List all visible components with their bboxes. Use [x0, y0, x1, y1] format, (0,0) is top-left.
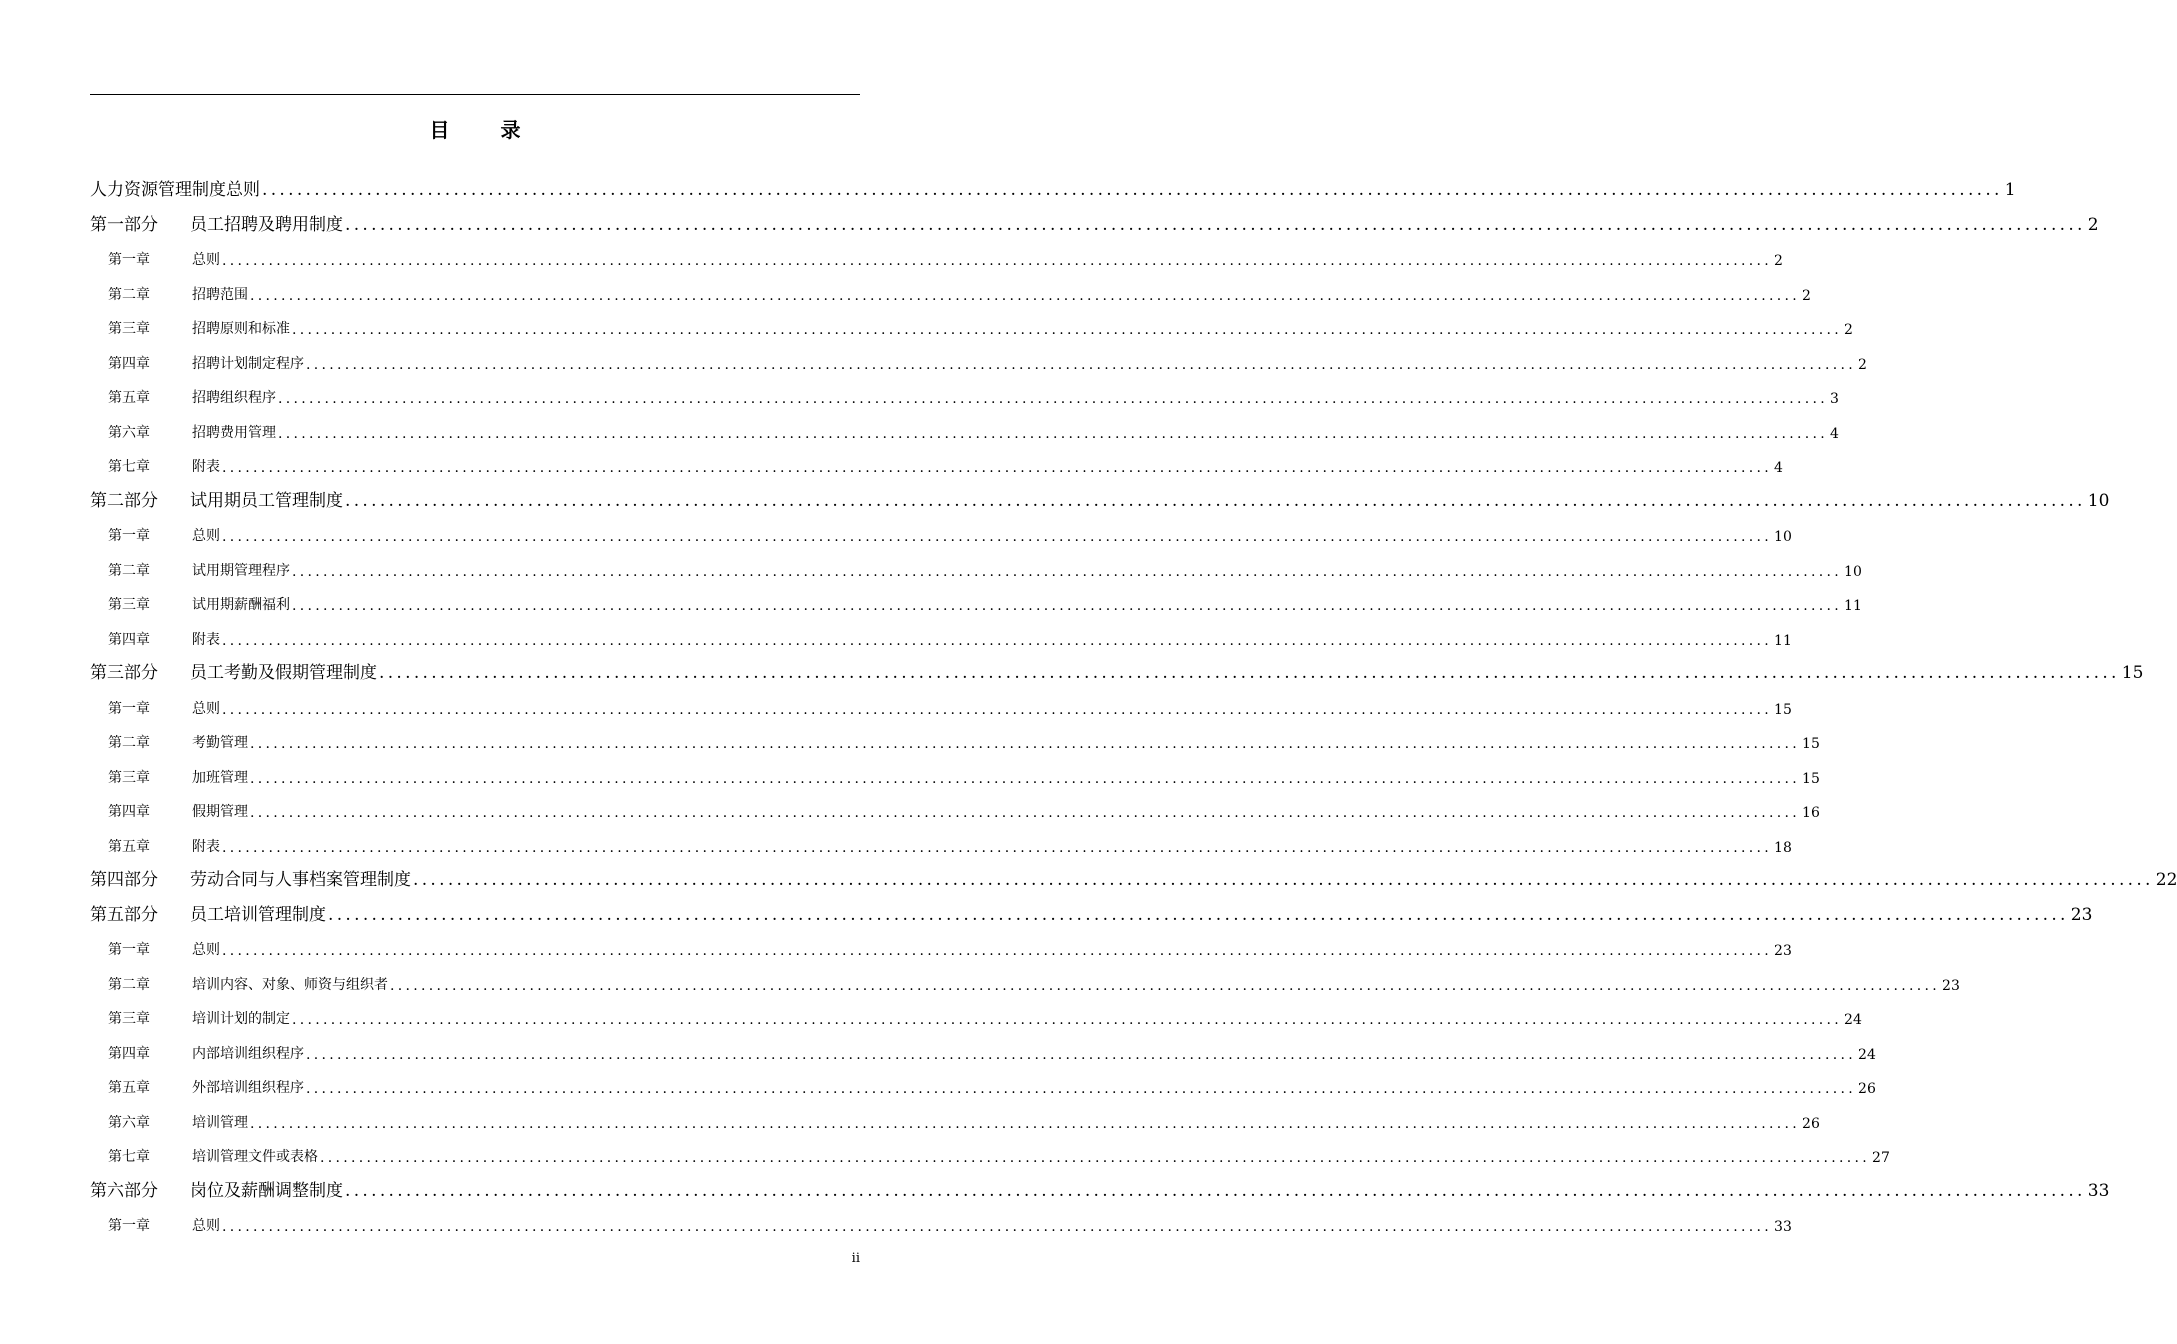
- toc-part-entry[interactable]: [90, 1171, 2110, 1201]
- toc-entry-title: 总则: [192, 1218, 220, 1234]
- toc-entry-page: 3: [1830, 391, 1839, 407]
- toc-entry-title: 附表: [192, 459, 220, 475]
- toc-entry-page: 33: [2087, 1180, 2110, 1201]
- toc-entry-page: 2: [2087, 214, 2099, 235]
- toc-entry-page: 16: [1802, 805, 1820, 821]
- toc-chapter-entry[interactable]: [90, 929, 1792, 959]
- toc-entry-title: 附表: [192, 631, 220, 648]
- toc-entry-title: 招聘范围: [192, 286, 248, 303]
- toc-entry-title: 试用期薪酬福利: [192, 597, 290, 613]
- toc-entry-label: 第四章: [108, 355, 150, 372]
- toc-entry-label: 第三章: [108, 597, 150, 613]
- page-number: ii: [851, 1251, 860, 1266]
- toc-chapter-entry[interactable]: [90, 343, 1867, 373]
- toc-entry-title: 试用期员工管理制度: [190, 490, 343, 511]
- toc-entry-label: 第一章: [108, 252, 150, 268]
- toc-entry-page: 24: [1844, 1012, 1862, 1028]
- toc-part-entry[interactable]: [90, 653, 2144, 683]
- toc-entry-title: 外部培训组织程序: [192, 1080, 304, 1096]
- toc-entry-title: 总则: [192, 700, 220, 717]
- toc-part-entry[interactable]: [90, 205, 2099, 235]
- toc-entry-label: 第一章: [108, 942, 150, 958]
- toc-chapter-entry[interactable]: [90, 1205, 1792, 1235]
- dot-leader: ........................................................................................................................................................................................................: [250, 805, 1801, 821]
- toc-entry-label: 第三章: [108, 769, 150, 786]
- toc-entry-title: 员工培训管理制度: [190, 904, 326, 925]
- dot-leader: ........................................................................................................................................................................................................: [345, 490, 2086, 511]
- dot-leader: ........................................................................................................................................................................................................: [292, 563, 1843, 580]
- dot-leader: ........................................................................................................................................................................................................: [328, 904, 2069, 925]
- toc-entry-page: 1: [2004, 180, 2016, 200]
- dot-leader: ........................................................................................................................................................................................................: [306, 1046, 1857, 1063]
- dot-leader: ........................................................................................................................................................................................................: [222, 701, 1773, 718]
- toc-entry-label: 第五章: [108, 1080, 150, 1096]
- toc-entry-page: 33: [1774, 1219, 1792, 1235]
- toc-entry-label: 第五章: [108, 390, 150, 406]
- toc-entry-page: 15: [1802, 736, 1820, 752]
- toc-entry-page: 10: [1774, 529, 1792, 545]
- toc-entry-title: 岗位及薪酬调整制度: [190, 1180, 343, 1201]
- toc-entry-label: 第六章: [108, 1114, 150, 1131]
- dot-leader: ........................................................................................................................................................................................................: [390, 977, 1941, 994]
- dot-leader: ........................................................................................................................................................................................................: [250, 770, 1801, 787]
- toc-entry-label: 第一章: [108, 1218, 150, 1234]
- toc-entry-label: 第二章: [108, 286, 150, 303]
- toc-entry-page: 11: [1774, 632, 1792, 649]
- toc-entry-title: 总则: [192, 528, 220, 544]
- toc-entry-page: 2: [1858, 356, 1867, 373]
- toc-entry-title: 培训管理文件或表格: [192, 1149, 318, 1165]
- toc-entry-label: 第六部分: [90, 1180, 158, 1201]
- toc-chapter-entry[interactable]: [90, 1102, 1820, 1132]
- toc-entry-title: 招聘计划制定程序: [192, 355, 304, 372]
- dot-leader: ........................................................................................................................................................................................................: [379, 663, 2120, 683]
- dot-leader: ........................................................................................................................................................................................................: [222, 839, 1773, 856]
- toc-chapter-entry[interactable]: [90, 239, 1783, 269]
- toc-chapter-entry[interactable]: [90, 688, 1792, 718]
- toc-chapter-entry[interactable]: [90, 1033, 1876, 1063]
- toc-entry-label: 第二章: [108, 562, 150, 579]
- dot-leader: ........................................................................................................................................................................................................: [222, 1219, 1773, 1235]
- toc-chapter-entry[interactable]: [90, 826, 1792, 856]
- toc-entry-label: 第七章: [108, 1149, 150, 1165]
- toc-entry-label: 第四章: [108, 631, 150, 648]
- dot-leader: ........................................................................................................................................................................................................: [250, 287, 1801, 304]
- toc-entry-page: 18: [1774, 839, 1792, 856]
- toc-entry-page: 15: [1774, 701, 1792, 718]
- toc-entry-label: 第五章: [108, 838, 150, 855]
- toc-entry-page: 23: [1942, 977, 1960, 994]
- dot-leader: ........................................................................................................................................................................................................: [278, 391, 1829, 407]
- toc-entry-label: 第五部分: [90, 904, 158, 925]
- toc-chapter-entry[interactable]: [90, 619, 1792, 649]
- toc-entry-label: 第一章: [108, 528, 150, 544]
- toc-entry-label: 第二章: [108, 976, 150, 993]
- toc-chapter-entry[interactable]: [90, 515, 1792, 545]
- toc-entry-label: 第一部分: [90, 214, 158, 235]
- toc-entry-page: 2: [1844, 322, 1853, 338]
- toc-entry-page: 10: [1844, 563, 1862, 580]
- toc-entry-title: 培训内容、对象、师资与组织者: [192, 976, 388, 993]
- dot-leader: ........................................................................................................................................................................................................: [413, 870, 2154, 890]
- dot-leader: ........................................................................................................................................................................................................: [222, 943, 1773, 959]
- toc-chapter-entry[interactable]: [90, 791, 1820, 821]
- dot-leader: ........................................................................................................................................................................................................: [222, 253, 1773, 269]
- dot-leader: ........................................................................................................................................................................................................: [222, 529, 1773, 545]
- toc-entry-page: 15: [2121, 663, 2144, 683]
- toc-entry-label: 第三章: [108, 321, 150, 337]
- toc-chapter-entry[interactable]: [90, 550, 1862, 580]
- toc-chapter-entry[interactable]: [90, 1067, 1876, 1097]
- toc-chapter-entry[interactable]: [90, 1136, 1890, 1166]
- dot-leader: ........................................................................................................................................................................................................: [222, 632, 1773, 649]
- toc-entry-label: 第三章: [108, 1011, 150, 1027]
- dot-leader: ........................................................................................................................................................................................................: [222, 460, 1773, 476]
- toc-entry-title: 劳动合同与人事档案管理制度: [190, 870, 411, 890]
- toc-entry-title: 培训计划的制定: [192, 1011, 290, 1027]
- toc-entry-label: 第七章: [108, 459, 150, 475]
- toc-entry-title: 假期管理: [192, 804, 248, 820]
- toc-entry-label: 第四部分: [90, 870, 158, 890]
- dot-leader: ........................................................................................................................................................................................................: [345, 1180, 2086, 1201]
- toc-entry-title: 员工招聘及聘用制度: [190, 214, 343, 235]
- dot-leader: ........................................................................................................................................................................................................: [306, 356, 1857, 373]
- toc-title: 目 录: [429, 118, 543, 142]
- dot-leader: ........................................................................................................................................................................................................: [345, 214, 2086, 235]
- toc-entry-page: 23: [2070, 904, 2093, 925]
- toc-entry-page: 2: [1802, 287, 1811, 304]
- toc-entry-page: 4: [1830, 425, 1839, 442]
- toc-entry-title: 总则: [192, 252, 220, 268]
- toc-entry-page: 4: [1774, 460, 1783, 476]
- toc-chapter-entry[interactable]: [90, 584, 1862, 614]
- toc-entry-title: 考勤管理: [192, 735, 248, 751]
- toc-part-entry[interactable]: [90, 860, 2177, 890]
- toc-entry-label: 第二部分: [90, 490, 158, 511]
- dot-leader: ........................................................................................................................................................................................................: [292, 1012, 1843, 1028]
- toc-part-entry[interactable]: [90, 895, 2093, 925]
- toc-entry-page: 10: [2087, 490, 2110, 511]
- toc-entry-title: 试用期管理程序: [192, 562, 290, 579]
- toc-entry-label: 第一章: [108, 700, 150, 717]
- toc-entry-page: 26: [1858, 1081, 1876, 1097]
- header-rule: [90, 94, 860, 95]
- toc-entry-page: 11: [1844, 598, 1862, 614]
- dot-leader: ........................................................................................................................................................................................................: [306, 1081, 1857, 1097]
- toc-entry-page: 27: [1872, 1150, 1890, 1166]
- toc-entry-page: 24: [1858, 1046, 1876, 1063]
- toc-entry-label: 第二章: [108, 735, 150, 751]
- toc-entry-label: 第三部分: [90, 663, 158, 683]
- toc-entry-label: 第四章: [108, 1045, 150, 1062]
- toc-chapter-entry[interactable]: [90, 757, 1820, 787]
- toc-chapter-entry[interactable]: [90, 964, 1960, 994]
- toc-entry-page: 15: [1802, 770, 1820, 787]
- dot-leader: ........................................................................................................................................................................................................: [292, 322, 1843, 338]
- toc-chapter-entry[interactable]: [90, 998, 1862, 1028]
- toc-chapter-entry[interactable]: [90, 274, 1811, 304]
- toc-entry-title: 招聘组织程序: [192, 390, 276, 406]
- dot-leader: ........................................................................................................................................................................................................: [292, 598, 1843, 614]
- toc-chapter-entry[interactable]: [90, 446, 1783, 476]
- toc-entry-title: 员工考勤及假期管理制度: [190, 663, 377, 683]
- toc-chapter-entry[interactable]: [90, 412, 1839, 442]
- toc-entry-title: 总则: [192, 942, 220, 958]
- dot-leader: ........................................................................................................................................................................................................: [320, 1150, 1871, 1166]
- toc-entry-title: 内部培训组织程序: [192, 1045, 304, 1062]
- toc-entry-title: 招聘原则和标准: [192, 321, 290, 337]
- toc-entry-title: 附表: [192, 838, 220, 855]
- toc-part-entry[interactable]: [90, 481, 2110, 511]
- toc-chapter-entry[interactable]: [90, 308, 1853, 338]
- toc-entry-page: 23: [1774, 943, 1792, 959]
- toc-chapter-entry[interactable]: [90, 722, 1820, 752]
- dot-leader: ........................................................................................................................................................................................................: [278, 425, 1829, 442]
- toc-entry-title: 加班管理: [192, 769, 248, 786]
- toc-entry-label: 第六章: [108, 424, 150, 441]
- toc-entry-label: 第四章: [108, 804, 150, 820]
- toc-entry-page: 26: [1802, 1115, 1820, 1132]
- toc-entry-page: 22: [2155, 870, 2177, 890]
- toc-entry-title: 招聘费用管理: [192, 424, 276, 441]
- dot-leader: ........................................................................................................................................................................................................: [262, 180, 2003, 200]
- dot-leader: ........................................................................................................................................................................................................: [250, 1115, 1801, 1132]
- toc-entry-title: 培训管理: [192, 1114, 248, 1131]
- toc-part-entry[interactable]: [90, 170, 2016, 200]
- dot-leader: ........................................................................................................................................................................................................: [250, 736, 1801, 752]
- toc-entry-page: 2: [1774, 253, 1783, 269]
- toc-chapter-entry[interactable]: [90, 377, 1839, 407]
- toc-entry-title: 人力资源管理制度总则: [90, 180, 260, 200]
